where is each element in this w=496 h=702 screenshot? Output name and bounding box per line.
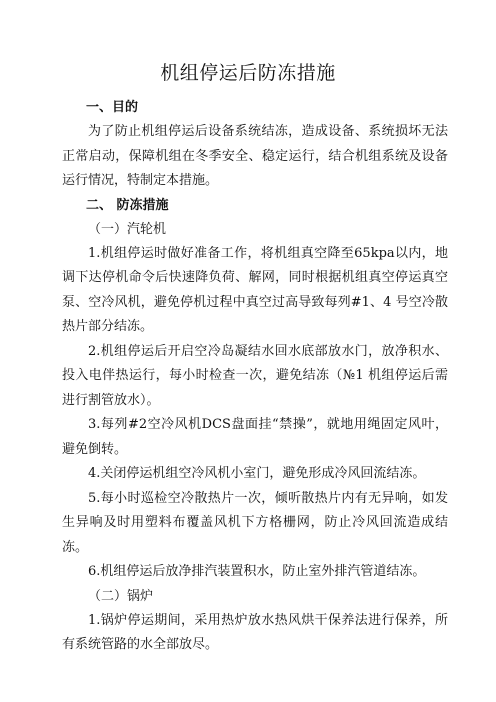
turbine-item-1: 1.机组停运时做好准备工作，将机组真空降至65kpa以内，地调下达停机命令后快速降负荷、解网，同时根据机组真空停运真空泵、空冷风机，避免停机过程中真空过高导致每列#1、4 号空冷散热片部分结冻。 [62,245,448,334]
section-heading-measures: 二、 防冻措施 [86,197,169,213]
section-heading-purpose: 一、目的 [86,100,139,115]
turbine-item-6: 6.机组停运后放净排汽装置积水，防止室外排汽管道结冻。 [88,564,426,579]
turbine-item-5: 5.每小时巡检空冷散热片一次，倾听散热片内有无异响，如发生异响及时用塑料布覆盖风机下方格栅网，防止冷风回流造成结冻。 [62,490,448,555]
turbine-item-3: 3.每列#2空冷风机DCS盘面挂“禁操”，就地用绳固定风叶，避免倒转。 [62,417,448,457]
subsection-heading-turbine: （一）汽轮机 [88,221,167,237]
document-body [62,96,448,658]
purpose-paragraph: 为了防止机组停运后设备系统结冻，造成设备、系统损坏无法正常启动，保障机组在冬季安全、稳定运行，结合机组系统及设备运行情况，特制定本措施。 [62,124,448,188]
boiler-item-1: 1.锅炉停运期间，采用热炉放水热风烘干保养法进行保养，所有系统管路的水全部放尽。 [62,612,448,652]
page-title: 机组停运后防冻措施 [160,62,336,84]
turbine-item-4: 4.关闭停运机组空冷风机小室门，避免形成冷风回流结冻。 [88,466,426,481]
subsection-heading-boiler: （二）锅炉 [88,588,154,604]
turbine-item-2: 2.机组停运后开启空冷岛凝结水回水底部放水门，放净积水、投入电伴热运行，每小时检查一次，避免结冻（№1 机组停运后需进行割管放水）。 [62,343,448,408]
